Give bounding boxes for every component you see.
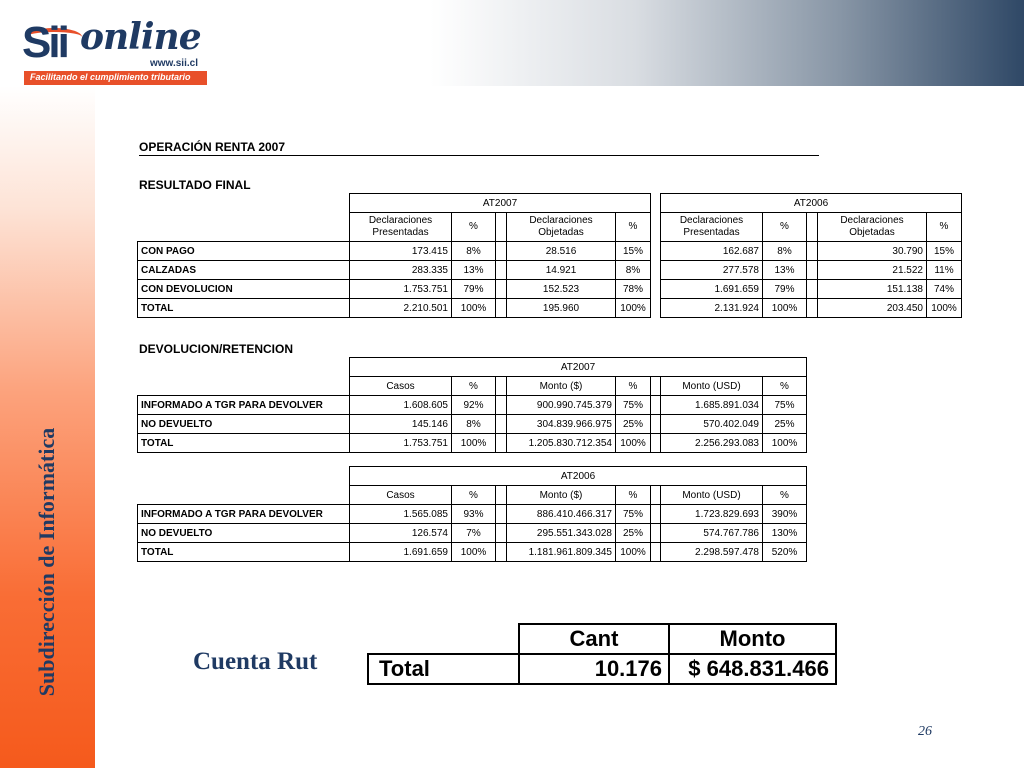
row-label: NO DEVUELTO	[138, 415, 350, 434]
table-cell: 2.298.597.478	[661, 543, 763, 562]
cuenta-rut-header-monto: Monto	[669, 624, 836, 654]
col-header-pct: %	[763, 377, 807, 396]
table-cell: 1.685.891.034	[661, 396, 763, 415]
group-header-at2006: AT2006	[661, 194, 962, 213]
col-header-pct: %	[452, 213, 496, 242]
table-cell: 1.205.830.712.354	[507, 434, 616, 453]
table-cell: 304.839.966.975	[507, 415, 616, 434]
group-header-row	[138, 467, 807, 486]
row-label: CON PAGO	[138, 242, 350, 261]
table-cell: 100%	[452, 543, 496, 562]
table-cell: 28.516	[507, 242, 616, 261]
table-cell: 78%	[616, 280, 651, 299]
table-cell: 100%	[763, 299, 807, 318]
table-cell: 2.131.924	[661, 299, 763, 318]
table-cell: 79%	[763, 280, 807, 299]
table-cell: 25%	[763, 415, 807, 434]
table-cell: 8%	[452, 415, 496, 434]
table-cell: 1.608.605	[350, 396, 452, 415]
table-cell: 7%	[452, 524, 496, 543]
col-header-pct: %	[452, 377, 496, 396]
table-cell: 1.691.659	[350, 543, 452, 562]
table-cell: 8%	[452, 242, 496, 261]
devolucion-title: DEVOLUCION/RETENCION	[139, 342, 294, 356]
col-header-objetadas	[818, 213, 927, 242]
row-label: TOTAL	[138, 543, 350, 562]
table-cell: 900.990.745.379	[507, 396, 616, 415]
logo-sii-text: Sii	[22, 18, 67, 67]
row-label: NO DEVUELTO	[138, 524, 350, 543]
table-cell: 283.335	[350, 261, 452, 280]
logo-url: www.sii.cl	[150, 58, 198, 69]
col-header-monto-usd: Monto (USD)	[661, 486, 763, 505]
table-cell: 390%	[763, 505, 807, 524]
resultado-final-table	[137, 193, 962, 318]
col-header-text: Presentadas	[683, 227, 740, 238]
logo-online-text: online	[80, 16, 201, 58]
table-cell: 15%	[616, 242, 651, 261]
column-header-row	[138, 377, 807, 396]
table-cell: 25%	[616, 524, 651, 543]
table-row	[138, 280, 962, 299]
table-cell: 1.565.085	[350, 505, 452, 524]
table-row	[138, 261, 962, 280]
row-label: CON DEVOLUCION	[138, 280, 350, 299]
table-cell: 8%	[763, 242, 807, 261]
group-header-row	[138, 194, 962, 213]
col-header-pct: %	[452, 486, 496, 505]
table-cell: 75%	[616, 505, 651, 524]
col-header-pct: %	[927, 213, 962, 242]
table-cell: 100%	[616, 434, 651, 453]
devolucion-at2006-table	[137, 466, 807, 562]
table-cell: 75%	[763, 396, 807, 415]
table-cell: 79%	[452, 280, 496, 299]
table-cell: 195.960	[507, 299, 616, 318]
row-label: INFORMADO A TGR PARA DEVOLVER	[138, 505, 350, 524]
table-cell: 75%	[616, 396, 651, 415]
table-cell: 14.921	[507, 261, 616, 280]
cuenta-rut-header-cant: Cant	[519, 624, 669, 654]
table-cell: 277.578	[661, 261, 763, 280]
table-row	[138, 543, 807, 562]
table-cell: 13%	[763, 261, 807, 280]
cuenta-rut-table	[367, 623, 837, 685]
col-header-casos: Casos	[350, 486, 452, 505]
col-header-monto: Monto ($)	[507, 486, 616, 505]
row-label: TOTAL	[138, 299, 350, 318]
table-cell: 151.138	[818, 280, 927, 299]
table-cell: 1.723.829.693	[661, 505, 763, 524]
col-header-presentadas	[661, 213, 763, 242]
table-row	[138, 396, 807, 415]
col-header-casos: Casos	[350, 377, 452, 396]
table-cell: 295.551.343.028	[507, 524, 616, 543]
table-cell: 100%	[927, 299, 962, 318]
group-header-at2007: AT2007	[350, 194, 651, 213]
table-row	[138, 524, 807, 543]
row-label: TOTAL	[138, 434, 350, 453]
table-cell: 2.210.501	[350, 299, 452, 318]
table-cell: 886.410.466.317	[507, 505, 616, 524]
table-cell: 1.181.961.809.345	[507, 543, 616, 562]
col-header-text: Objetadas	[538, 227, 584, 238]
col-header-text: Declaraciones	[368, 215, 433, 226]
logo-tagline: Facilitando el cumplimiento tributario	[24, 71, 207, 85]
table-cell: 126.574	[350, 524, 452, 543]
table-cell: 13%	[452, 261, 496, 280]
cuenta-rut-row-label: Total	[368, 654, 519, 684]
col-header-text: Objetadas	[849, 227, 895, 238]
cuenta-rut-label: Cuenta Rut	[193, 648, 318, 675]
table-cell: 15%	[927, 242, 962, 261]
table-cell: 93%	[452, 505, 496, 524]
operation-title: OPERACIÓN RENTA 2007	[139, 140, 819, 156]
table-cell: 1.691.659	[661, 280, 763, 299]
table-cell: 25%	[616, 415, 651, 434]
table-row	[138, 299, 962, 318]
col-header-pct: %	[763, 213, 807, 242]
col-header-text: Presentadas	[372, 227, 429, 238]
table-cell: 74%	[927, 280, 962, 299]
col-header-presentadas	[350, 213, 452, 242]
table-cell: 100%	[452, 299, 496, 318]
cuenta-rut-cant-value: 10.176	[519, 654, 669, 684]
page-number: 26	[918, 724, 932, 739]
col-header-monto-usd: Monto (USD)	[661, 377, 763, 396]
table-cell: 152.523	[507, 280, 616, 299]
sii-online-logo	[22, 14, 212, 86]
row-label: INFORMADO A TGR PARA DEVOLVER	[138, 396, 350, 415]
col-header-pct: %	[616, 213, 651, 242]
table-cell: 30.790	[818, 242, 927, 261]
column-header-row	[138, 486, 807, 505]
table-cell: 173.415	[350, 242, 452, 261]
table-cell: 8%	[616, 261, 651, 280]
group-header-at2007: AT2007	[350, 358, 807, 377]
table-cell: 162.687	[661, 242, 763, 261]
table-cell: 21.522	[818, 261, 927, 280]
table-row	[138, 434, 807, 453]
col-header-text: Declaraciones	[840, 215, 904, 226]
table-cell: 520%	[763, 543, 807, 562]
table-cell: 92%	[452, 396, 496, 415]
col-header-text: Declaraciones	[679, 215, 744, 226]
cuenta-rut-total-row	[368, 654, 836, 684]
row-label: CALZADAS	[138, 261, 350, 280]
col-header-pct: %	[616, 486, 651, 505]
col-header-monto: Monto ($)	[507, 377, 616, 396]
table-cell: 145.146	[350, 415, 452, 434]
table-cell: 1.753.751	[350, 280, 452, 299]
devolucion-at2007-table	[137, 357, 807, 453]
table-cell: 11%	[927, 261, 962, 280]
table-cell: 100%	[452, 434, 496, 453]
col-header-pct: %	[763, 486, 807, 505]
table-cell: 1.753.751	[350, 434, 452, 453]
table-row	[138, 505, 807, 524]
table-cell: 203.450	[818, 299, 927, 318]
cuenta-rut-header-row	[368, 624, 836, 654]
column-header-row	[138, 213, 962, 242]
resultado-title: RESULTADO FINAL	[139, 178, 251, 192]
table-cell: 2.256.293.083	[661, 434, 763, 453]
table-row	[138, 242, 962, 261]
col-header-pct: %	[616, 377, 651, 396]
sidebar-title: Subdirección de Informática	[34, 427, 59, 697]
group-header-row	[138, 358, 807, 377]
table-cell: 100%	[763, 434, 807, 453]
table-cell: 570.402.049	[661, 415, 763, 434]
group-header-at2006: AT2006	[350, 467, 807, 486]
col-header-text: Declaraciones	[529, 215, 593, 226]
table-cell: 100%	[616, 543, 651, 562]
table-cell: 130%	[763, 524, 807, 543]
table-row	[138, 415, 807, 434]
table-cell: 100%	[616, 299, 651, 318]
col-header-objetadas	[507, 213, 616, 242]
table-cell: 574.767.786	[661, 524, 763, 543]
cuenta-rut-monto-value: $ 648.831.466	[669, 654, 836, 684]
